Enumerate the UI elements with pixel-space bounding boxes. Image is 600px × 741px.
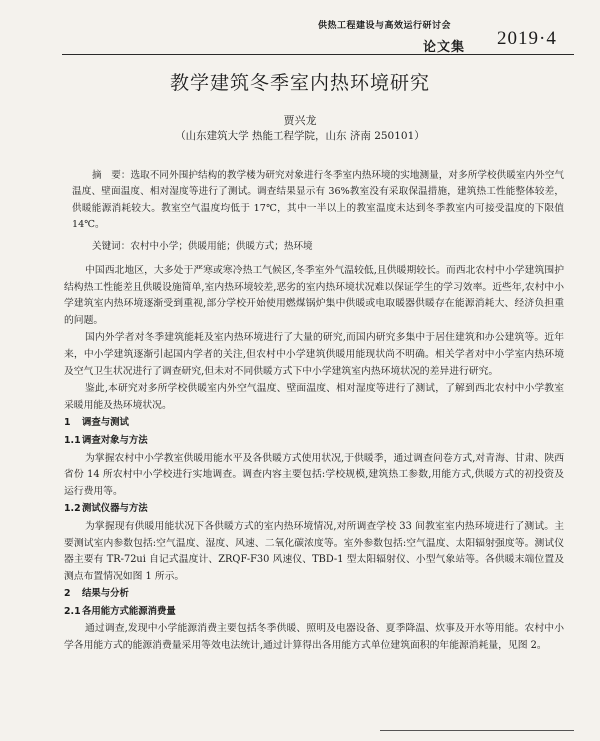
- body-paragraph: 为掌握现有供暖用能状况下各供暖方式的室内热环境情况,对所调查学校 33 间教室室内热环境进行了测试。主要测试室内参数包括:空气温度、湿度、风速、二氧化碳浓度等。室外参数包括:空气温度、太阳辐射强度等。测试仪器主要有 TR-72ui 自记式温度计、ZRQF-F30 风速仪、TBD-1 型太阳辐射仪、小型气象站等。各供暖末端位置及测点布置情况如图 1 所示。: [64, 520, 564, 582]
- section-title: 调查对象与方法: [82, 434, 148, 446]
- section-title: 结果与分析: [82, 588, 129, 600]
- paper-abstract: 摘 要：选取不同外围护结构的教学楼为研究对象进行冬季室内热环境的实地测量，对多所学校供暖室内外空气温度、壁面温度、相对湿度等进行了测试。调查结果显示有 36%教室没有采取保温措施，建筑热工性能整体较差，供暖能源消耗较大。教室空气温度均低于 17℃，其中一半以上的教室温度未达到冬季教室内可接受温度的下限值 14℃。: [72, 170, 564, 231]
- running-header-conference: 供热工程建设与高效运行研讨会: [318, 21, 452, 31]
- section-number: 1: [64, 417, 71, 429]
- section-number: 2.1: [64, 605, 81, 617]
- paper-title: 教学建筑冬季室内热环境研究: [169, 72, 430, 94]
- section-number: 1.2: [64, 503, 81, 515]
- body-paragraph: 鉴此,本研究对多所学校供暖室内外空气温度、壁面温度、相对湿度等进行了测试，了解到西北农村中小学教室采暖用能及热环境状况。: [64, 383, 564, 411]
- section-heading: [64, 501, 564, 518]
- paper-author: 贾兴龙: [283, 114, 317, 127]
- body-paragraph: 国内外学者对冬季建筑能耗及室内热环境进行了大量的研究,而国内研究多集中于居住建筑和办公建筑等。近年来，中小学建筑逐渐引起国内学者的关注,但农村中小学建筑供暖用能现状尚不明确。相关学者对中小学室内热环境及空气卫生状况进行了调查研究,但未对不同供暖方式下中小学建筑室内热环境状况的差异进行研究。: [64, 332, 564, 377]
- section-heading: [64, 415, 564, 432]
- section-title: 各用能方式能源消费量: [82, 605, 176, 617]
- running-header-section: 论文集: [423, 40, 466, 55]
- section-title: 测试仪器与方法: [82, 503, 148, 515]
- body-paragraph: 为掌握农村中小学教室供暖用能水平及各供暖方式使用状况,于供暖季，通过调查问卷方式,对青海、甘肃、陕西省份 14 所农村中小学校进行实地调查。调查内容主要包括:学校规模,建筑热工参数,用能方式,供暖方式的初投资及运行费用等。: [64, 452, 564, 497]
- body-paragraph: 通过调查,发现中小学能源消费主要包括冬季供暖、照明及电器设备、夏季降温、炊事及开水等用能。农村中小学各用能方式的能源消费量采用等效电法统计,通过计算得出各用能方式单位建筑面积的年能源消耗量，见图 2。: [64, 623, 564, 652]
- paper-body: [64, 263, 564, 656]
- body-paragraph: 中国西北地区，大多处于严寒或寒冷热工气候区,冬季室外气温较低,且供暖期较长。而西北农村中小学建筑围护结构热工性能差且供暖设施简单,室内热环境较差,恶劣的室内热环境状况难以保证学生的学习效率。近些年,农村中小学建筑室内热环境逐渐受到重视,部分学校开始使用燃煤锅炉集中供暖或电取暖器供暖存在能源消耗大、经济负担重的问题。: [64, 265, 564, 326]
- section-number: 2: [64, 588, 71, 600]
- paper-keywords: 关键词：农村中小学；供暖用能；供暖方式；热环境: [92, 241, 313, 252]
- footer-rule: [380, 730, 574, 731]
- header-rule: [62, 54, 574, 55]
- running-header-year: 2019·4: [497, 28, 557, 49]
- section-heading: [64, 433, 564, 450]
- section-number: 1.1: [64, 434, 81, 446]
- section-title: 调查与测试: [82, 417, 129, 429]
- section-heading: [64, 604, 564, 621]
- paper-affiliation: （山东建筑大学 热能工程学院，山东 济南 250101）: [175, 130, 425, 142]
- section-heading: [64, 586, 564, 603]
